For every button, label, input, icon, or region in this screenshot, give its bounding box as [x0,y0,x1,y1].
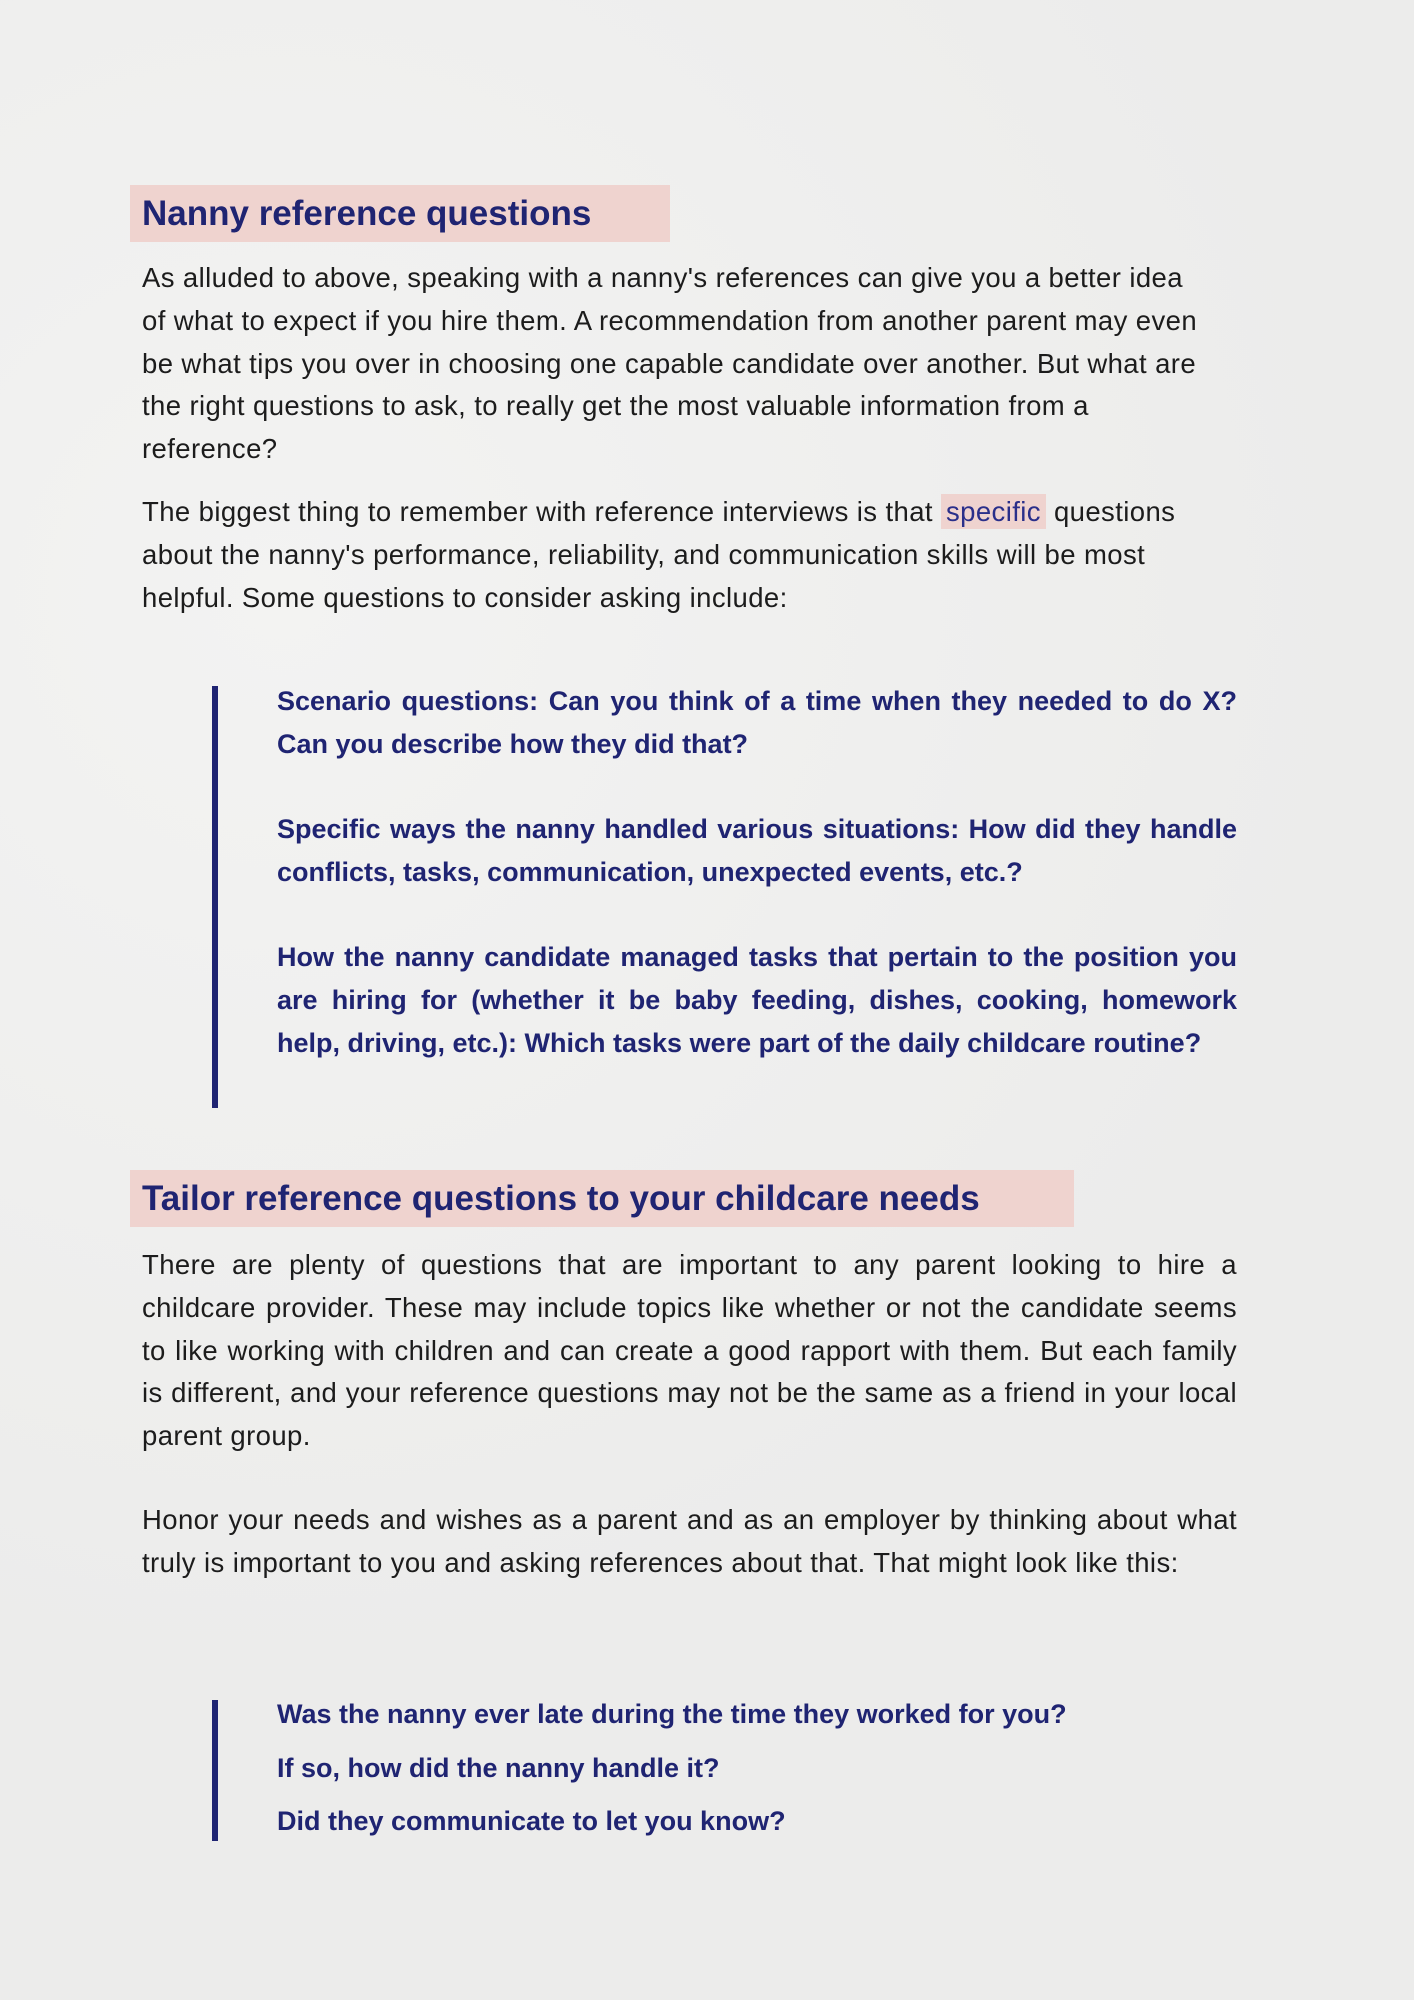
intro-paragraph: As alluded to above, speaking with a nanny's references can give you a better idea of what to expect if you hire them. A recommendation from another parent may even be what tips you over in choosing one capable candidate over another. But what are the right questions to ask, to really get the most valuable information from a reference? [142,262,1198,465]
para-text-before: The biggest thing to remember with reference interviews is that [142,496,942,527]
question-item: Specific ways the nanny handled various situations: How did they handle conflicts, tasks, communication, unexpected events, etc.? [277,814,1237,887]
question-item: Scenario questions: Can you think of a time when they needed to do X? Can you describe how they did that? [277,686,1237,759]
specific-questions-paragraph [142,491,1222,619]
question-item: Did they communicate to let you know? [277,1806,786,1836]
quote-bar [212,1700,218,1841]
question-item: If so, how did the nanny handle it? [277,1752,720,1783]
childcare-needs-paragraph: There are plenty of questions that are important to any parent looking to hire a childcare provider. These may include topics like whether or not the candidate seems to like working with children and can create a good rapport with them. But each family is different, and your reference questions may not be the same as a friend in your local parent group. [142,1249,1237,1452]
question-item: Was the nanny ever late during the time they worked for you? [277,1699,1067,1729]
honor-needs-paragraph: Honor your needs and wishes as a parent and as an employer by thinking about what truly is important to you and asking references about that. That might look like this: [142,1504,1237,1578]
para-text-after: questions about the nanny's performance, reliability, and communication skills will be most helpful. Some questions to consider asking include: [142,496,1176,613]
quote-bar [212,686,218,1108]
question-list [277,680,1237,1107]
highlight-specific: specific [941,494,1046,529]
section-heading-tailor-questions: Tailor reference questions to your childcare needs [130,1170,1074,1227]
question-item: How the nanny candidate managed tasks that pertain to the position you are hiring for (whether it be baby feeding, dishes, cooking, homework help, driving, etc.): Which tasks were part of the daily childcare routine? [277,942,1237,1058]
section-heading-nanny-reference-questions: Nanny reference questions [130,185,670,242]
example-question-list [277,1688,1237,1849]
